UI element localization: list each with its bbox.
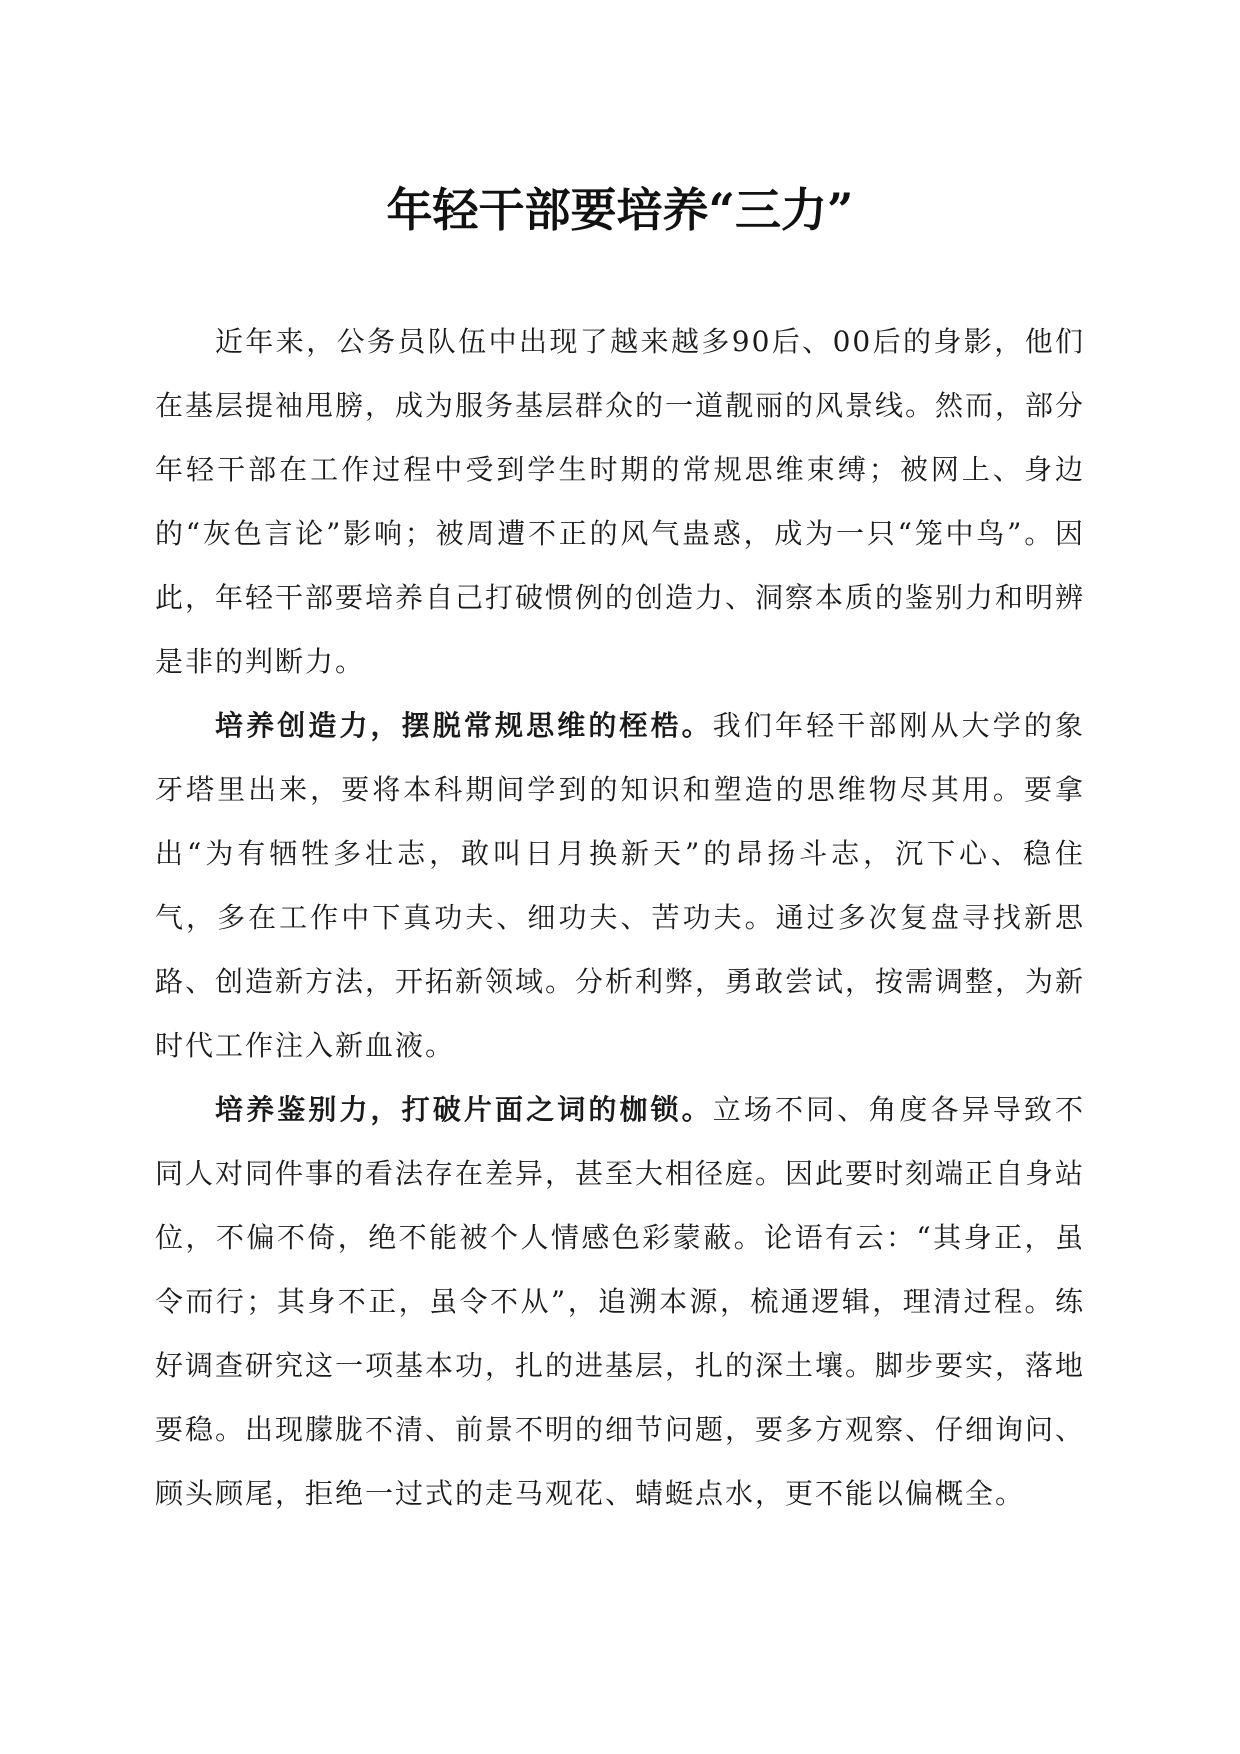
paragraph-lead: 培养鉴别力，打破片面之词的枷锁。	[215, 1093, 713, 1126]
paragraph-intro	[155, 310, 1085, 694]
paragraph-text: 近年来，公务员队伍中出现了越来越多90后、00后的身影，他们在基层提袖甩膀，成为服务基层群众的一道靓丽的风景线。然而，部分年轻干部在工作过程中受到学生时期的常规思维束缚；被网上、身边的“灰色言论”影响；被周遭不正的风气蛊惑，成为一只“笼中鸟”。因此，年轻干部要培养自己打破惯例的创造力、洞察本质的鉴别力和明辨是非的判断力。	[155, 325, 1086, 678]
paragraph-text: 立场不同、角度各异导致不同人对同件事的看法存在差异，甚至大相径庭。因此要时刻端正自身站位，不偏不倚，绝不能被个人情感色彩蒙蔽。论语有云：“其身正，虽令而行；其身不正，虽令不从”，追溯本源，梳通逻辑，理清过程。练好调查研究这一项基本功，扎的进基层，扎的深土壤。脚步要实，落地要稳。出现朦胧不清、前景不明的细节问题，要多方观察、仔细询问、顾头顾尾，拒绝一过式的走马观花、蜻蜓点水，更不能以偏概全。	[155, 1093, 1086, 1510]
document-title: 年轻干部要培养“三力”	[386, 183, 854, 237]
document-body	[155, 310, 1085, 1526]
paragraph-lead: 培养创造力，摆脱常规思维的桎梏。	[215, 709, 713, 742]
paragraph-text: 我们年轻干部刚从大学的象牙塔里出来，要将本科期间学到的知识和塑造的思维物尽其用。要拿出“为有牺牲多壮志，敢叫日月换新天”的昂扬斗志，沉下心、稳住气，多在工作中下真功夫、细功夫、苦功夫。通过多次复盘寻找新思路、创造新方法，开拓新领域。分析利弊，勇敢尝试，按需调整，为新时代工作注入新血液。	[155, 709, 1086, 1062]
paragraph-discernment	[155, 1078, 1085, 1526]
paragraph-creativity	[155, 694, 1085, 1078]
